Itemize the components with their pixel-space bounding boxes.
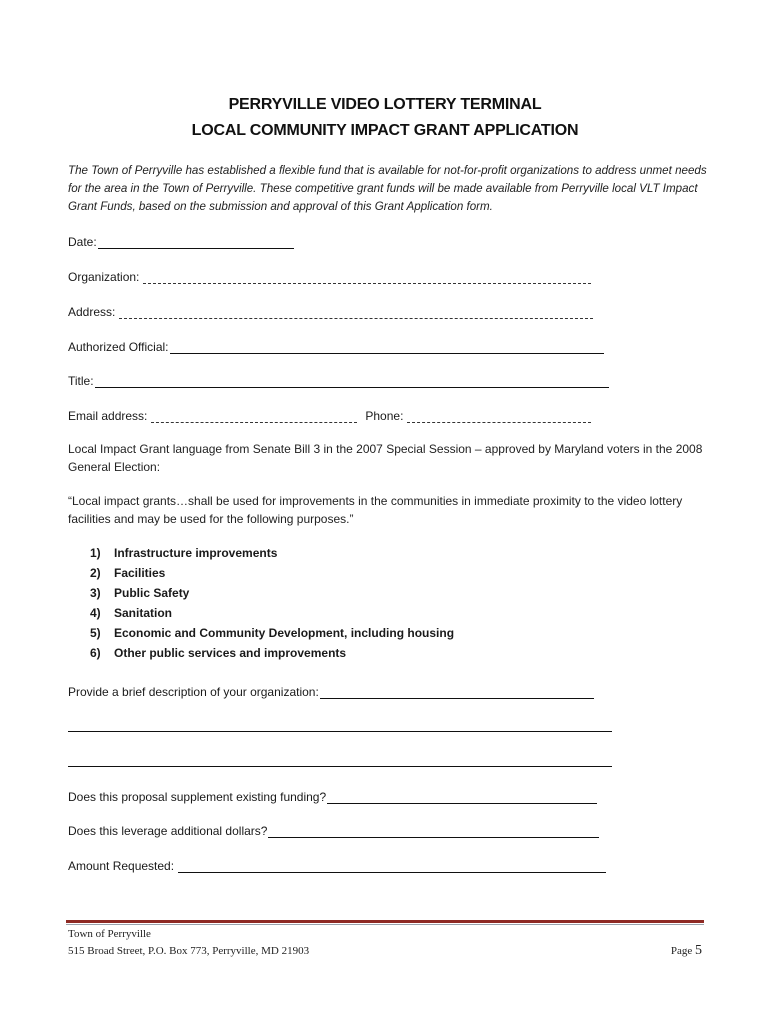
list-item: 2) Facilities — [90, 566, 166, 580]
impact-grant-quote: “Local impact grants…shall be used for improvements in the communities in immediate proximity to the video lottery facilities and may be used for the following purposes.” — [68, 494, 683, 526]
intro-paragraph: The Town of Perryville has established a flexible fund that is available for not-for-profit organizations to address unmet needs for the area in the Town of Perryville. These competitive grant funds will be made available from Perryville local VLT Impact Grant Funds, based on the submission and approval of this Grant Application form. — [68, 164, 707, 213]
description-label: Provide a brief description of your organization: — [68, 685, 319, 699]
list-item: 4) Sanitation — [90, 606, 173, 620]
description-extra-line-2[interactable] — [68, 766, 612, 767]
date-field[interactable] — [68, 231, 294, 249]
address-label: Address: — [68, 305, 116, 319]
list-item: 5) Economic and Community Development, including housing — [90, 626, 455, 640]
title-field[interactable] — [68, 370, 609, 388]
page-label: Page — [670, 945, 693, 957]
email-field[interactable] — [68, 405, 591, 423]
supplement-input-line[interactable] — [327, 789, 597, 804]
authorized-official-input-line[interactable] — [170, 339, 604, 354]
footer-rule-secondary — [66, 924, 704, 925]
phone-label: Phone: — [365, 409, 404, 423]
phone-input-line[interactable] — [407, 408, 591, 423]
supplement-label: Does this proposal supplement existing funding? — [68, 790, 327, 804]
email-label: Email address: — [68, 409, 148, 423]
leverage-field[interactable] — [68, 820, 599, 838]
leverage-input-line[interactable] — [268, 823, 599, 838]
organization-field[interactable] — [68, 266, 591, 284]
footer-org: Town of Perryville — [68, 928, 151, 940]
address-field[interactable] — [68, 301, 593, 319]
date-input-line[interactable] — [98, 234, 294, 249]
leverage-label: Does this leverage additional dollars? — [68, 824, 268, 838]
address-input-line[interactable] — [119, 304, 593, 319]
organization-label: Organization: — [68, 270, 140, 284]
amount-field[interactable] — [68, 855, 606, 873]
title-label: Title: — [68, 374, 94, 388]
list-item: 3) Public Safety — [90, 586, 190, 600]
purposes-list — [90, 545, 454, 665]
organization-input-line[interactable] — [143, 269, 591, 284]
footer-rule — [66, 920, 704, 923]
senate-bill-note: Local Impact Grant language from Senate Bill 3 in the 2007 Special Session – approved by Maryland voters in the 2008 General Election: — [68, 442, 703, 474]
authorized-official-field[interactable] — [68, 336, 604, 354]
list-item: 6) Other public services and improvements — [90, 646, 347, 660]
title-line-2: LOCAL COMMUNITY IMPACT GRANT APPLICATION — [191, 122, 579, 139]
authorized-official-label: Authorized Official: — [68, 340, 169, 354]
email-input-line[interactable] — [151, 408, 357, 423]
amount-label: Amount Requested: — [68, 859, 175, 873]
description-field[interactable] — [68, 681, 594, 699]
footer-address: 515 Broad Street, P.O. Box 773, Perryville, MD 21903 — [68, 945, 310, 957]
title-input-line[interactable] — [95, 373, 609, 388]
supplement-field[interactable] — [68, 786, 597, 804]
description-extra-line-1[interactable] — [68, 731, 612, 732]
page-number-value: 5 — [695, 943, 702, 958]
list-item: 1) Infrastructure improvements — [90, 546, 278, 560]
title-line-1: PERRYVILLE VIDEO LOTTERY TERMINAL — [228, 96, 542, 113]
description-input-line[interactable] — [320, 684, 594, 699]
page-number — [671, 943, 702, 959]
date-label: Date: — [68, 235, 97, 249]
amount-input-line[interactable] — [178, 858, 606, 873]
